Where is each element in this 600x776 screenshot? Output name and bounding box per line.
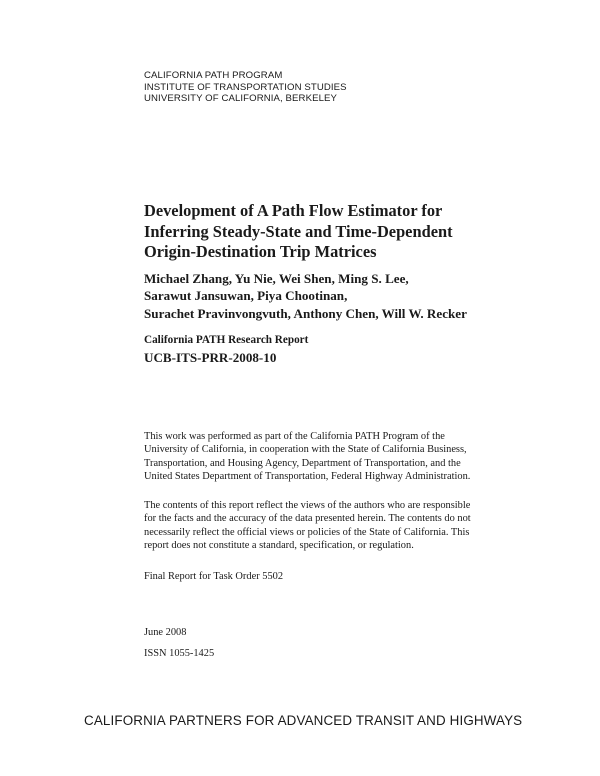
report-title: [144, 201, 544, 263]
header-line-program: CALIFORNIA PATH PROGRAM: [144, 70, 283, 81]
funding-statement: [144, 430, 470, 484]
title-line: Inferring Steady-State and Time-Dependent: [144, 221, 453, 241]
author-list: [144, 270, 467, 322]
author-line: Sarawut Jansuwan, Piya Chootinan,: [144, 288, 348, 304]
paragraph-line: University of California, in cooperation with the State of California Business,: [144, 444, 467, 456]
author-line: Michael Zhang, Yu Nie, Wei Shen, Ming S. Lee,: [144, 271, 409, 286]
paragraph-line: This work was performed as part of the California PATH Program of the: [144, 431, 445, 442]
header-line-university: UNIVERSITY OF CALIFORNIA, BERKELEY: [144, 93, 338, 105]
paragraph-line: The contents of this report reflect the views of the authors who are responsible: [144, 500, 471, 511]
report-number: UCB-ITS-PRR-2008-10: [144, 350, 277, 365]
title-line: Development of A Path Flow Estimator for: [144, 201, 443, 220]
issn-number: ISSN 1055-1425: [144, 648, 215, 659]
paragraph-line: for the facts and the accuracy of the data presented herein. The contents do not: [144, 513, 471, 525]
paragraph-line: Transportation, and Housing Agency, Department of Transportation, and the: [144, 457, 461, 469]
paragraph-line: United States Department of Transportation, Federal Highway Administration.: [144, 471, 471, 483]
header-line-institute: INSTITUTE OF TRANSPORTATION STUDIES: [144, 81, 347, 93]
program-header: [144, 70, 347, 105]
paragraph-line: report does not constitute a standard, specification, or regulation.: [144, 540, 414, 552]
footer-partners: CALIFORNIA PARTNERS FOR ADVANCED TRANSIT AND HIGHWAYS: [84, 713, 523, 728]
title-line: Origin-Destination Trip Matrices: [144, 242, 377, 261]
paragraph-line: necessarily reflect the official views or policies of the State of California. This: [144, 526, 470, 538]
final-report-note: Final Report for Task Order 5502: [144, 571, 284, 582]
disclaimer-statement: [144, 499, 471, 553]
publication-date: June 2008: [144, 627, 187, 638]
author-line: Surachet Pravinvongvuth, Anthony Chen, Will W. Recker: [144, 305, 467, 321]
report-series-label: California PATH Research Report: [144, 334, 309, 346]
